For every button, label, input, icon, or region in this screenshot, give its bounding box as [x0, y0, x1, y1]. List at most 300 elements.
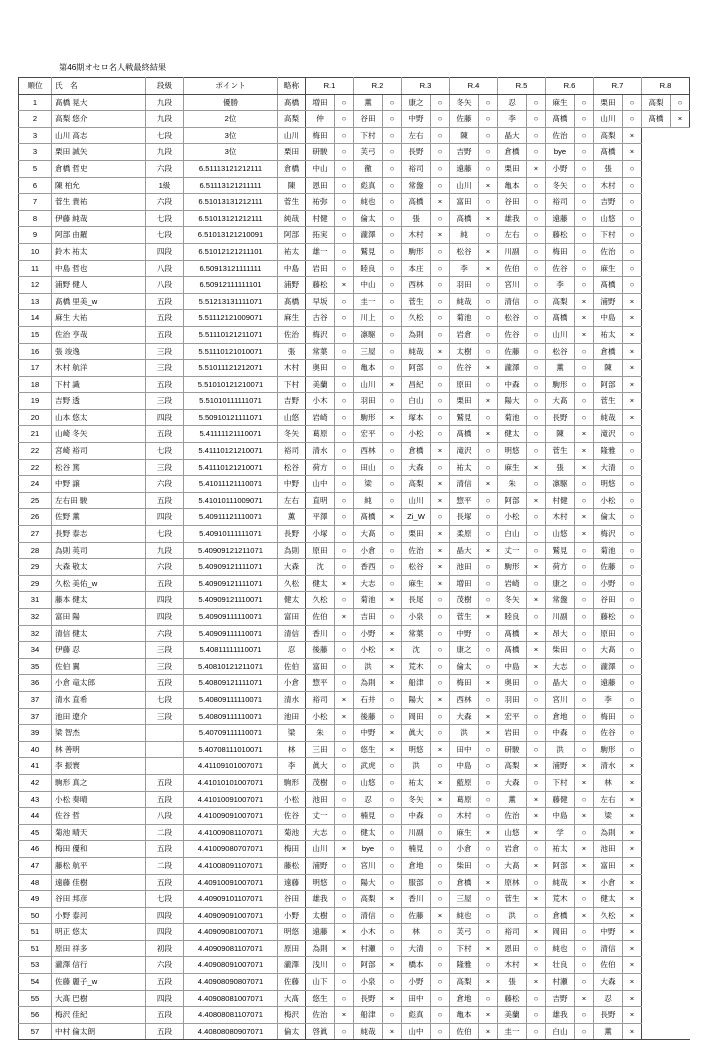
- cell-opponent-r2: 鷲見: [354, 243, 383, 260]
- cell-opponent-r5: 左右: [498, 227, 527, 244]
- cell-result-r3: ○: [431, 260, 450, 277]
- cell-result-r4: ×: [479, 940, 498, 957]
- cell-result-r3: ○: [431, 1023, 450, 1040]
- cell-result-r6: ○: [575, 891, 594, 908]
- cell-opponent-empty-r8: [642, 476, 671, 493]
- cell-result-r7: ○: [623, 210, 642, 227]
- cell-rank: 22: [19, 443, 52, 460]
- cell-opponent-r1: 山川: [306, 841, 335, 858]
- cell-result-r7: ×: [623, 907, 642, 924]
- cell-opponent-r6: 松谷: [546, 343, 575, 360]
- cell-opponent-r1: 中山: [306, 160, 335, 177]
- table-row: [19, 509, 690, 526]
- cell-grade: [146, 725, 184, 742]
- cell-result-r5: ×: [527, 160, 546, 177]
- cell-grade: 三段: [146, 459, 184, 476]
- table-row: [19, 924, 690, 941]
- cell-opponent-r3: 左右: [402, 127, 431, 144]
- cell-result-r3: ×: [431, 194, 450, 211]
- cell-abbr: 久松: [278, 575, 306, 592]
- cell-opponent-r7: 菊池: [594, 542, 623, 559]
- cell-opponent-r7: 純哉: [594, 409, 623, 426]
- cell-opponent-r6: 中島: [546, 808, 575, 825]
- cell-opponent-r7: 栗田: [594, 94, 623, 111]
- cell-rank: 5: [19, 160, 52, 177]
- cell-result-empty-r8: [671, 393, 690, 410]
- cell-opponent-empty-r8: [642, 974, 671, 991]
- cell-opponent-r2: 純: [354, 492, 383, 509]
- cell-opponent-r6: 大髙: [546, 393, 575, 410]
- cell-name: 栗田 誠矢: [52, 144, 146, 161]
- cell-result-r5: ○: [527, 326, 546, 343]
- cell-opponent-r3: 高橋: [402, 194, 431, 211]
- cell-result-r2: ○: [383, 194, 402, 211]
- cell-rank: 6: [19, 177, 52, 194]
- cell-result-r6: ○: [575, 1007, 594, 1024]
- cell-grade: 七段: [146, 891, 184, 908]
- cell-grade: 六段: [146, 160, 184, 177]
- cell-result-r4: ×: [479, 210, 498, 227]
- cell-opponent-r1: 小松: [306, 708, 335, 725]
- cell-opponent-empty-r8: [642, 426, 671, 443]
- cell-rank: 53: [19, 957, 52, 974]
- cell-opponent-r1: 増田: [306, 94, 335, 111]
- cell-grade: 四段: [146, 907, 184, 924]
- cell-result-r4: ○: [479, 758, 498, 775]
- cell-point: 4.41010101007071: [184, 774, 278, 791]
- cell-opponent-r3: 久松: [402, 310, 431, 327]
- cell-opponent-r2: 西林: [354, 443, 383, 460]
- cell-opponent-r4: 麻生: [450, 824, 479, 841]
- cell-result-r4: ○: [479, 194, 498, 211]
- cell-grade: 五段: [146, 1007, 184, 1024]
- cell-name: 下村 識: [52, 376, 146, 393]
- cell-opponent-r4: 倉地: [450, 990, 479, 1007]
- header-round-6: R.6: [546, 78, 594, 95]
- cell-opponent-r6: 山川: [546, 326, 575, 343]
- cell-opponent-r2: 高梨: [354, 891, 383, 908]
- cell-opponent-empty-r8: [642, 891, 671, 908]
- cell-result-r1: ○: [335, 210, 354, 227]
- cell-grade: 九段: [146, 542, 184, 559]
- cell-result-r4: ○: [479, 310, 498, 327]
- cell-opponent-r6: 浦野: [546, 758, 575, 775]
- cell-opponent-r3: 張: [402, 210, 431, 227]
- cell-opponent-r4: 増田: [450, 575, 479, 592]
- cell-opponent-r5: 菅生: [498, 891, 527, 908]
- cell-point: 2位: [184, 111, 278, 128]
- cell-opponent-r7: 阿部: [594, 376, 623, 393]
- cell-result-r5: ○: [527, 575, 546, 592]
- cell-opponent-r4: 滝沢: [450, 443, 479, 460]
- cell-result-r2: ×: [383, 376, 402, 393]
- cell-rank: 2: [19, 111, 52, 128]
- cell-result-r5: ×: [527, 891, 546, 908]
- cell-opponent-r1: 大志: [306, 824, 335, 841]
- cell-opponent-r4: 三屋: [450, 891, 479, 908]
- cell-opponent-r5: 岩倉: [498, 841, 527, 858]
- cell-rank: 8: [19, 210, 52, 227]
- table-row: [19, 376, 690, 393]
- cell-opponent-empty-r8: [642, 642, 671, 659]
- cell-rank: 44: [19, 808, 52, 825]
- cell-opponent-r6: 常盤: [546, 592, 575, 609]
- cell-result-r3: ○: [431, 940, 450, 957]
- cell-result-r7: ○: [623, 94, 642, 111]
- cell-result-r6: ×: [575, 758, 594, 775]
- cell-result-empty-r8: [671, 127, 690, 144]
- cell-opponent-r6: 荷方: [546, 559, 575, 576]
- cell-opponent-r5: 大森: [498, 774, 527, 791]
- cell-result-r2: ○: [383, 360, 402, 377]
- cell-result-r2: ○: [383, 575, 402, 592]
- cell-opponent-r7: 久松: [594, 907, 623, 924]
- cell-rank: 1: [19, 94, 52, 111]
- cell-opponent-r1: 健太: [306, 575, 335, 592]
- cell-result-r5: ○: [527, 907, 546, 924]
- cell-abbr: 佐藤: [278, 974, 306, 991]
- cell-result-r2: ○: [383, 808, 402, 825]
- cell-result-r3: ×: [431, 559, 450, 576]
- cell-opponent-r4: 藍原: [450, 774, 479, 791]
- cell-opponent-r6: 菅生: [546, 443, 575, 460]
- cell-result-r6: ○: [575, 144, 594, 161]
- table-row: [19, 492, 690, 509]
- cell-result-r7: ○: [623, 609, 642, 626]
- cell-abbr: 梁: [278, 725, 306, 742]
- cell-result-empty-r8: [671, 824, 690, 841]
- cell-result-r6: ○: [575, 542, 594, 559]
- cell-opponent-r6: 阿部: [546, 857, 575, 874]
- cell-opponent-r7: 梅沢: [594, 526, 623, 543]
- cell-opponent-r3: 中野: [402, 111, 431, 128]
- cell-result-r1: ×: [335, 940, 354, 957]
- cell-name: 菊池 晴天: [52, 824, 146, 841]
- cell-result-empty-r8: [671, 194, 690, 211]
- cell-opponent-r7: 張: [594, 160, 623, 177]
- cell-grade: [146, 741, 184, 758]
- cell-result-r4: ○: [479, 277, 498, 294]
- cell-opponent-r5: 高梨: [498, 758, 527, 775]
- cell-abbr: 中野: [278, 476, 306, 493]
- cell-result-r4: ○: [479, 808, 498, 825]
- cell-grade: [146, 758, 184, 775]
- cell-point: 5.40809111110071: [184, 691, 278, 708]
- cell-abbr: 下村: [278, 376, 306, 393]
- cell-opponent-r2: 彪真: [354, 177, 383, 194]
- cell-result-r3: ○: [431, 974, 450, 991]
- cell-grade: 四段: [146, 409, 184, 426]
- cell-opponent-r2: 三屋: [354, 343, 383, 360]
- cell-opponent-r6: 雄我: [546, 1007, 575, 1024]
- cell-abbr: 張: [278, 343, 306, 360]
- cell-result-empty-r8: [671, 774, 690, 791]
- cell-point: 5.40909121111071: [184, 559, 278, 576]
- cell-abbr: 清信: [278, 625, 306, 642]
- cell-abbr: 倉橋: [278, 160, 306, 177]
- cell-result-r3: ○: [431, 393, 450, 410]
- cell-name: 中野 譲: [52, 476, 146, 493]
- cell-name: 山崎 冬矢: [52, 426, 146, 443]
- cell-rank: 19: [19, 393, 52, 410]
- cell-result-r7: ×: [623, 310, 642, 327]
- cell-result-r2: ○: [383, 874, 402, 891]
- cell-point: 5.41010111009071: [184, 492, 278, 509]
- cell-point: 4.40808081107071: [184, 1007, 278, 1024]
- cell-grade: 八段: [146, 277, 184, 294]
- cell-result-r4: ×: [479, 1023, 498, 1040]
- cell-name: 菅生 貴祐: [52, 194, 146, 211]
- cell-opponent-r6: 張: [546, 459, 575, 476]
- cell-opponent-r7: 池田: [594, 841, 623, 858]
- cell-opponent-r2: 芙弓: [354, 144, 383, 161]
- table-row: [19, 609, 690, 626]
- cell-result-r1: ○: [335, 177, 354, 194]
- cell-abbr: 林: [278, 741, 306, 758]
- cell-result-r1: ○: [335, 343, 354, 360]
- cell-opponent-r5: 圭一: [498, 1023, 527, 1040]
- cell-result-empty-r8: [671, 642, 690, 659]
- cell-point: 6.50913121111111: [184, 260, 278, 277]
- cell-opponent-r2: 吉田: [354, 609, 383, 626]
- cell-result-r6: ○: [575, 691, 594, 708]
- cell-opponent-r7: 忍: [594, 990, 623, 1007]
- cell-result-r2: ○: [383, 542, 402, 559]
- cell-result-r3: ○: [431, 758, 450, 775]
- cell-result-r6: ○: [575, 708, 594, 725]
- cell-opponent-r3: 白山: [402, 393, 431, 410]
- cell-opponent-r2: 船津: [354, 1007, 383, 1024]
- cell-result-r6: ○: [575, 393, 594, 410]
- cell-opponent-r6: 李: [546, 277, 575, 294]
- cell-result-r7: ×: [623, 326, 642, 343]
- cell-opponent-empty-r8: [642, 940, 671, 957]
- cell-point: 6.51013121212111: [184, 210, 278, 227]
- cell-result-r3: ○: [431, 293, 450, 310]
- cell-opponent-r5: 白山: [498, 526, 527, 543]
- cell-opponent-r1: 藤松: [306, 277, 335, 294]
- cell-opponent-r3: 中森: [402, 808, 431, 825]
- cell-opponent-empty-r8: [642, 675, 671, 692]
- cell-abbr: 池田: [278, 708, 306, 725]
- cell-opponent-empty-r8: [642, 144, 671, 161]
- cell-point: 4.41009081107071: [184, 824, 278, 841]
- cell-opponent-r1: 遠藤: [306, 924, 335, 941]
- cell-name: 山川 高志: [52, 127, 146, 144]
- cell-point: 5.40810121211071: [184, 658, 278, 675]
- table-row: [19, 127, 690, 144]
- cell-result-r3: ○: [431, 111, 450, 128]
- cell-opponent-r6: 洪: [546, 741, 575, 758]
- cell-point: 6.50912111111101: [184, 277, 278, 294]
- cell-point: 5.40909121111071: [184, 575, 278, 592]
- cell-result-r6: ×: [575, 841, 594, 858]
- cell-result-r4: ×: [479, 874, 498, 891]
- cell-result-r4: ○: [479, 559, 498, 576]
- table-row: [19, 625, 690, 642]
- cell-opponent-r2: 亀本: [354, 360, 383, 377]
- cell-opponent-r5: 雄我: [498, 210, 527, 227]
- cell-name: 佐藤 麗子_w: [52, 974, 146, 991]
- cell-opponent-r1: 祐弥: [306, 194, 335, 211]
- cell-rank: 3: [19, 127, 52, 144]
- cell-opponent-r5: 美蘭: [498, 1007, 527, 1024]
- cell-result-r4: ○: [479, 741, 498, 758]
- table-row: [19, 177, 690, 194]
- cell-rank: 29: [19, 559, 52, 576]
- cell-result-r4: ○: [479, 293, 498, 310]
- cell-opponent-r6: 陳: [546, 426, 575, 443]
- cell-opponent-r1: 研駿: [306, 144, 335, 161]
- cell-opponent-r3: 駒形: [402, 243, 431, 260]
- table-body: [19, 94, 690, 1040]
- cell-opponent-r6: 学: [546, 824, 575, 841]
- cell-grade: 初段: [146, 940, 184, 957]
- cell-name: 中島 哲也: [52, 260, 146, 277]
- cell-result-r3: ×: [431, 526, 450, 543]
- cell-opponent-r7: 高梨: [594, 127, 623, 144]
- cell-result-r6: ×: [575, 907, 594, 924]
- cell-opponent-r5: 倉橋: [498, 144, 527, 161]
- cell-point: 3位: [184, 127, 278, 144]
- table-row: [19, 658, 690, 675]
- table-row: [19, 160, 690, 177]
- cell-opponent-r7: 梁: [594, 808, 623, 825]
- cell-opponent-r1: 朱: [306, 725, 335, 742]
- cell-result-r5: ○: [527, 260, 546, 277]
- cell-result-empty-r8: [671, 725, 690, 742]
- cell-opponent-r1: 池田: [306, 791, 335, 808]
- cell-opponent-r4: 清信: [450, 476, 479, 493]
- cell-opponent-empty-r8: [642, 409, 671, 426]
- cell-abbr: 大森: [278, 559, 306, 576]
- cell-opponent-r3: 康之: [402, 94, 431, 111]
- header-row: [19, 78, 690, 95]
- cell-rank: 57: [19, 1023, 52, 1040]
- cell-opponent-r1: 浦野: [306, 857, 335, 874]
- cell-name: 左右田 駿: [52, 492, 146, 509]
- cell-grade: 四段: [146, 509, 184, 526]
- cell-opponent-r4: 西林: [450, 691, 479, 708]
- cell-result-r7: ○: [623, 575, 642, 592]
- cell-rank: 56: [19, 1007, 52, 1024]
- cell-result-r2: ○: [383, 940, 402, 957]
- cell-rank: 17: [19, 360, 52, 377]
- cell-abbr: 小松: [278, 791, 306, 808]
- cell-result-r1: ○: [335, 824, 354, 841]
- cell-abbr: 菊池: [278, 824, 306, 841]
- cell-opponent-r6: 高梨: [546, 293, 575, 310]
- table-header: [19, 78, 690, 95]
- cell-opponent-r5: 宮川: [498, 277, 527, 294]
- cell-result-r3: ○: [431, 459, 450, 476]
- cell-opponent-r7: 清信: [594, 940, 623, 957]
- cell-result-r7: ×: [623, 1007, 642, 1024]
- cell-result-r7: ○: [623, 426, 642, 443]
- cell-opponent-r3: 小野: [402, 974, 431, 991]
- cell-opponent-empty-r8: [642, 625, 671, 642]
- cell-point: 4.41109101007071: [184, 758, 278, 775]
- cell-opponent-r5: 冬矢: [498, 592, 527, 609]
- cell-result-r4: ×: [479, 542, 498, 559]
- table-row: [19, 559, 690, 576]
- cell-abbr: 李: [278, 758, 306, 775]
- cell-rank: 37: [19, 708, 52, 725]
- cell-result-r5: ○: [527, 243, 546, 260]
- cell-result-r4: ○: [479, 924, 498, 941]
- cell-opponent-r7: 佐谷: [594, 725, 623, 742]
- table-row: [19, 326, 690, 343]
- cell-opponent-r2: 圭一: [354, 293, 383, 310]
- cell-result-r1: ×: [335, 277, 354, 294]
- cell-opponent-r1: 原田: [306, 542, 335, 559]
- cell-opponent-r2: 宮川: [354, 857, 383, 874]
- cell-result-r5: ○: [527, 127, 546, 144]
- cell-result-r4: ○: [479, 526, 498, 543]
- cell-rank: 43: [19, 791, 52, 808]
- cell-result-empty-r8: [671, 243, 690, 260]
- cell-name: 梅田 優和: [52, 841, 146, 858]
- cell-result-r1: ×: [335, 841, 354, 858]
- cell-result-r4: ×: [479, 476, 498, 493]
- cell-result-r2: ○: [383, 924, 402, 941]
- cell-result-r2: ○: [383, 691, 402, 708]
- cell-result-empty-r8: [671, 310, 690, 327]
- cell-name: 林 善明: [52, 741, 146, 758]
- cell-point: 5.40909111110071: [184, 625, 278, 642]
- cell-opponent-r2: 楠見: [354, 808, 383, 825]
- cell-result-r6: ○: [575, 243, 594, 260]
- cell-result-r6: ×: [575, 874, 594, 891]
- cell-result-empty-r8: [671, 691, 690, 708]
- cell-opponent-empty-r8: [642, 542, 671, 559]
- cell-opponent-r5: 阿部: [498, 492, 527, 509]
- cell-name: 藤松 航平: [52, 857, 146, 874]
- cell-opponent-r1: 梅田: [306, 127, 335, 144]
- cell-result-empty-r8: [671, 857, 690, 874]
- cell-result-r7: ×: [623, 1023, 642, 1040]
- cell-abbr: 祐太: [278, 243, 306, 260]
- cell-result-r7: ○: [623, 277, 642, 294]
- cell-opponent-r4: 小倉: [450, 841, 479, 858]
- cell-result-r5: ○: [527, 476, 546, 493]
- cell-opponent-r6: 岡田: [546, 924, 575, 941]
- cell-opponent-r7: 祐太: [594, 326, 623, 343]
- cell-abbr: 木村: [278, 360, 306, 377]
- cell-opponent-r6: 髙橋: [546, 111, 575, 128]
- cell-result-r6: ×: [575, 774, 594, 791]
- cell-result-r2: ○: [383, 243, 402, 260]
- cell-point: 6.51113121212111: [184, 160, 278, 177]
- header-round-7: R.7: [594, 78, 642, 95]
- cell-abbr: 裕司: [278, 443, 306, 460]
- cell-point: 5.40811111110071: [184, 642, 278, 659]
- cell-abbr: 明悠: [278, 924, 306, 941]
- cell-opponent-r2: 髙橋: [354, 509, 383, 526]
- cell-rank: 27: [19, 526, 52, 543]
- cell-name: 小倉 竜太郎: [52, 675, 146, 692]
- cell-result-r5: ○: [527, 542, 546, 559]
- cell-result-r2: ○: [383, 974, 402, 991]
- cell-result-r6: ○: [575, 741, 594, 758]
- cell-grade: 七段: [146, 443, 184, 460]
- cell-point: 4.41010091007071: [184, 791, 278, 808]
- cell-opponent-r7: 小松: [594, 492, 623, 509]
- cell-result-r4: ○: [479, 691, 498, 708]
- cell-opponent-r1: 浅川: [306, 957, 335, 974]
- cell-point: 5.51010121210071: [184, 376, 278, 393]
- cell-result-r6: ○: [575, 609, 594, 626]
